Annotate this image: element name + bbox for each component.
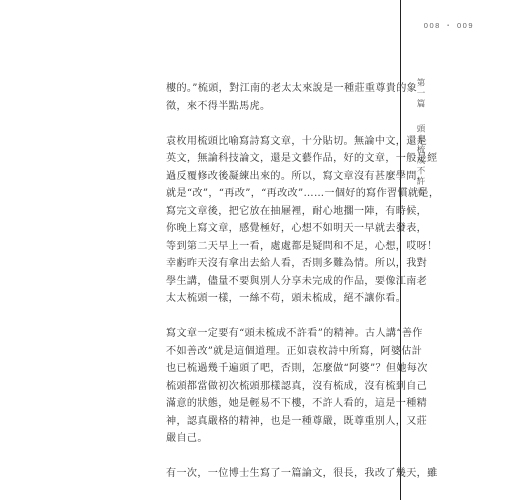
text-line: 神，認真嚴格的精神，也是一種尊嚴，既尊重別人，又莊	[166, 415, 428, 427]
text-line: 幸虧昨天沒有拿出去給人看，否則多難為情。所以，我對	[166, 258, 428, 269]
text-line: 寫文章一定要有“頭未梳成不許看”的精神。古人講“善作	[166, 328, 423, 339]
text-line: 英文，無論科技論文，還是文藝作品，好的文章，一般是經	[166, 153, 438, 164]
paragraph	[166, 465, 438, 483]
text-line: 過反覆修改後凝練出來的。所以，寫文章沒有甚麼學問，	[166, 170, 428, 182]
chapter-label: 第一篇	[415, 78, 425, 110]
text-line: 有一次，一位博士生寫了一篇論文，很長，我改了幾天，雖	[166, 468, 438, 479]
text-line: 不如善改”就是這個道理。正如袁枚詩中所寫，阿婆估計	[166, 345, 423, 357]
text-line: 學生講，儘量不要與別人分享未完成的作品，要像江南老	[166, 275, 428, 287]
text-line: 袁枚用梳頭比喻寫詩寫文章，十分貼切。無論中文，還是	[166, 135, 428, 147]
text-line: 寫完文章後，把它放在抽屜裡，耐心地擱一陣，有時候，	[166, 205, 428, 217]
text-line: 梳頭都當做初次梳頭那樣認真，沒有梳成，沒有梳到自己	[166, 380, 428, 392]
text-line: 嚴自己。	[166, 433, 208, 444]
text-line: 也已梳過幾千遍頭了吧，否則，怎麼做“阿婆”？但她每次	[166, 363, 428, 374]
text-line: 就是“改”，“再改”，“再改改”……一個好的寫作習慣就是，	[166, 188, 440, 199]
text-line: 等到第二天早上一看，處處都是疑問和不足，心想，哎呀！	[166, 240, 438, 252]
text-line: 你晚上寫文章，感覺極好，心想不如明天一早就去發表，	[166, 223, 428, 234]
text-line: 徵，來不得半點馬虎。	[166, 100, 271, 112]
text-line: 滿意的狀態，她是輕易不下樓，不許人看的，這是一種精	[166, 398, 428, 409]
paragraph	[166, 325, 428, 448]
text-line: 樓的。”梳頭，對江南的老太太來說是一種莊重尊貴的象	[166, 83, 418, 94]
page-number: 008 ・ 009	[423, 21, 474, 30]
paragraph	[166, 80, 418, 115]
section-title: 頭未梳成不許看	[415, 124, 425, 198]
text-line: 太太梳頭一樣，一絲不苟，頭未梳成，絕不讓你看。	[166, 293, 407, 304]
